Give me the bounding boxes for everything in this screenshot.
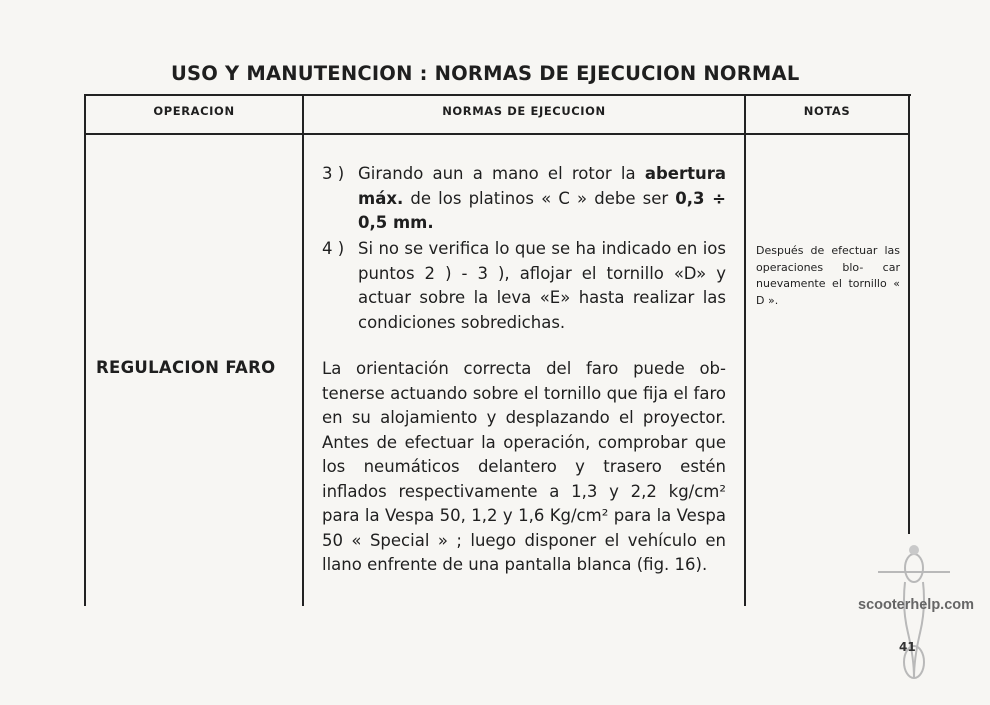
watermark: scooterhelp.com — [858, 597, 975, 613]
column-divider-1 — [302, 94, 304, 606]
column-divider-left — [84, 94, 86, 606]
scooter-emblem-icon — [872, 538, 956, 688]
item-text: Si no se verifica lo que se ha indicado en ios puntos 2 ) - 3 ), aflojar el tornillo «D» y actuar sobre la leva «E» hasta realizar las condiciones sobredichas. — [358, 239, 726, 332]
table-top-rule — [84, 94, 911, 96]
column-divider-right — [908, 94, 910, 534]
list-item — [322, 162, 726, 236]
header-operacion: OPERACION — [153, 104, 235, 118]
regulacion-text: La orientación correcta del faro puede ob- tenerse actuando sobre el tornillo que fija el faro en su alojamiento y desplazando el proyector. Antes de efectuar la operación, comprobar que los neumáticos delantero y trasero estén inflados respectivamente a 1,3 y 2,2 kg/cm² para la Vespa 50, 1,2 y 1,6 Kg/cm² para la Vespa 50 « Special » ; luego disponer el vehículo en llano enfrente de una pantalla blanca (fig. 16). — [322, 359, 726, 574]
note-text: Después de efectuar las operaciones blo- car nuevamente el tornillo « D ». — [756, 244, 900, 307]
header-notas: NOTAS — [803, 104, 851, 118]
item-text: Girando aun a mano el rotor la abertura máx. de los platinos « C » debe ser 0,3 ÷ 0,5 mm. — [358, 164, 726, 232]
item-number: 4 ) — [322, 239, 345, 258]
list-item — [322, 237, 726, 337]
item-number: 3 ) — [322, 164, 345, 183]
column-divider-2 — [744, 94, 746, 606]
page-title: USO Y MANUTENCION : NORMAS DE EJECUCION NORMAL — [171, 62, 800, 85]
header-normas: NORMAS DE EJECUCION — [442, 104, 606, 118]
page-number: 41 — [899, 640, 916, 654]
header-bottom-rule — [84, 133, 908, 135]
operation-label: REGULACION FARO — [96, 358, 276, 377]
